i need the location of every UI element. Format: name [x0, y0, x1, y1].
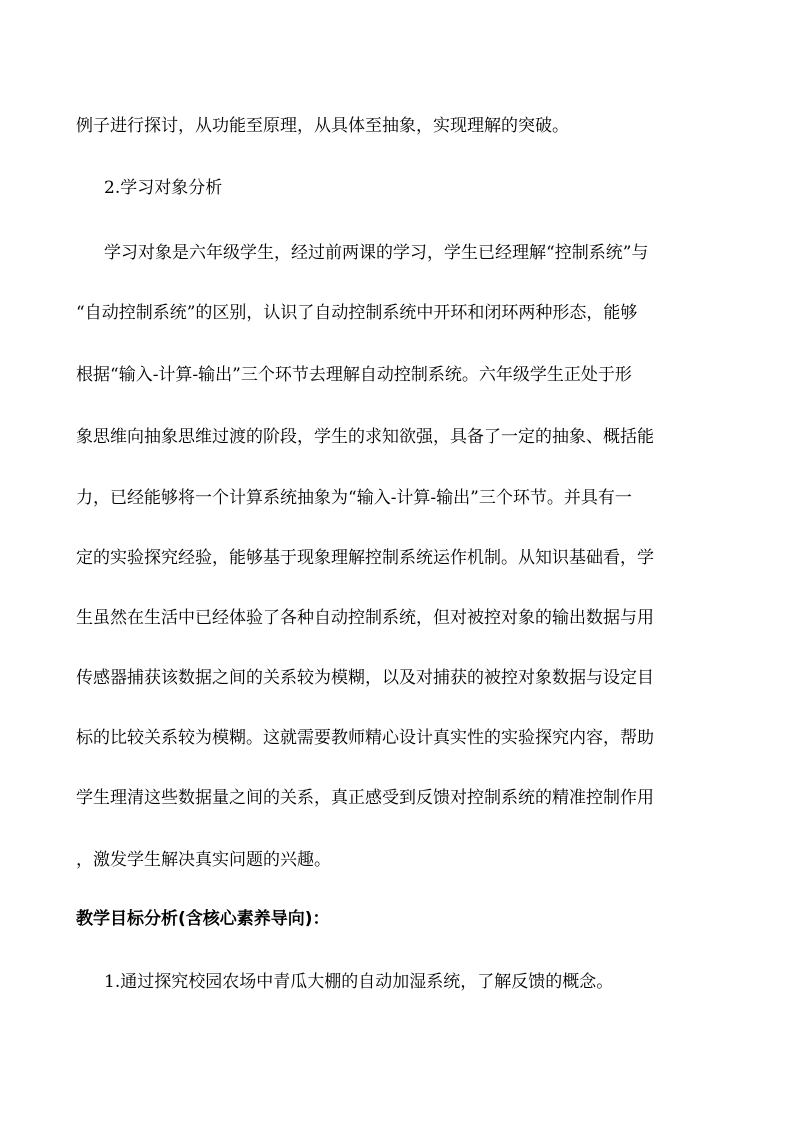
paragraph-line: 学生理清这些数据量之间的关系，真正感受到反馈对控制系统的精准控制作用	[76, 788, 654, 808]
section-heading: 2.学习对象分析	[104, 178, 223, 198]
objective-item: 1.通过探究校园农场中青瓜大棚的自动加湿系统，了解反馈的概念。	[104, 972, 614, 992]
paragraph-line: 标的比较关系较为模糊。这就需要教师精心设计真实性的实验探究内容，帮助	[76, 728, 654, 748]
paragraph-line: 生虽然在生活中已经体验了各种自动控制系统，但对被控对象的输出数据与用	[76, 608, 654, 628]
paragraph-line: 传感器捕获该数据之间的关系较为模糊，以及对捕获的被控对象数据与设定目	[76, 668, 654, 688]
paragraph-line: 学习对象是六年级学生，经过前两课的学习，学生已经理解“控制系统”与	[104, 243, 649, 263]
paragraph-line: “自动控制系统”的区别，认识了自动控制系统中开环和闭环两种形态，能够	[76, 303, 638, 323]
paragraph-line: 定的实验探究经验，能够基于现象理解控制系统运作机制。从知识基础看，学	[76, 548, 654, 568]
paragraph-line: 力，已经能够将一个计算系统抽象为“输入-计算-输出”三个环节。并具有一	[76, 488, 632, 508]
objectives-heading: 教学目标分析(含核心素养导向)：	[76, 909, 330, 929]
paragraph-line: ，激发学生解决真实问题的兴趣。	[76, 850, 331, 870]
paragraph-line: 象思维向抽象思维过渡的阶段，学生的求知欲强，具备了一定的抽象、概括能	[76, 427, 654, 447]
paragraph-line: 根据“输入-计算-输出”三个环节去理解自动控制系统。六年级学生正处于形	[76, 365, 632, 385]
paragraph-line: 例子进行探讨，从功能至原理，从具体至抽象，实现理解的突破。	[76, 116, 569, 136]
